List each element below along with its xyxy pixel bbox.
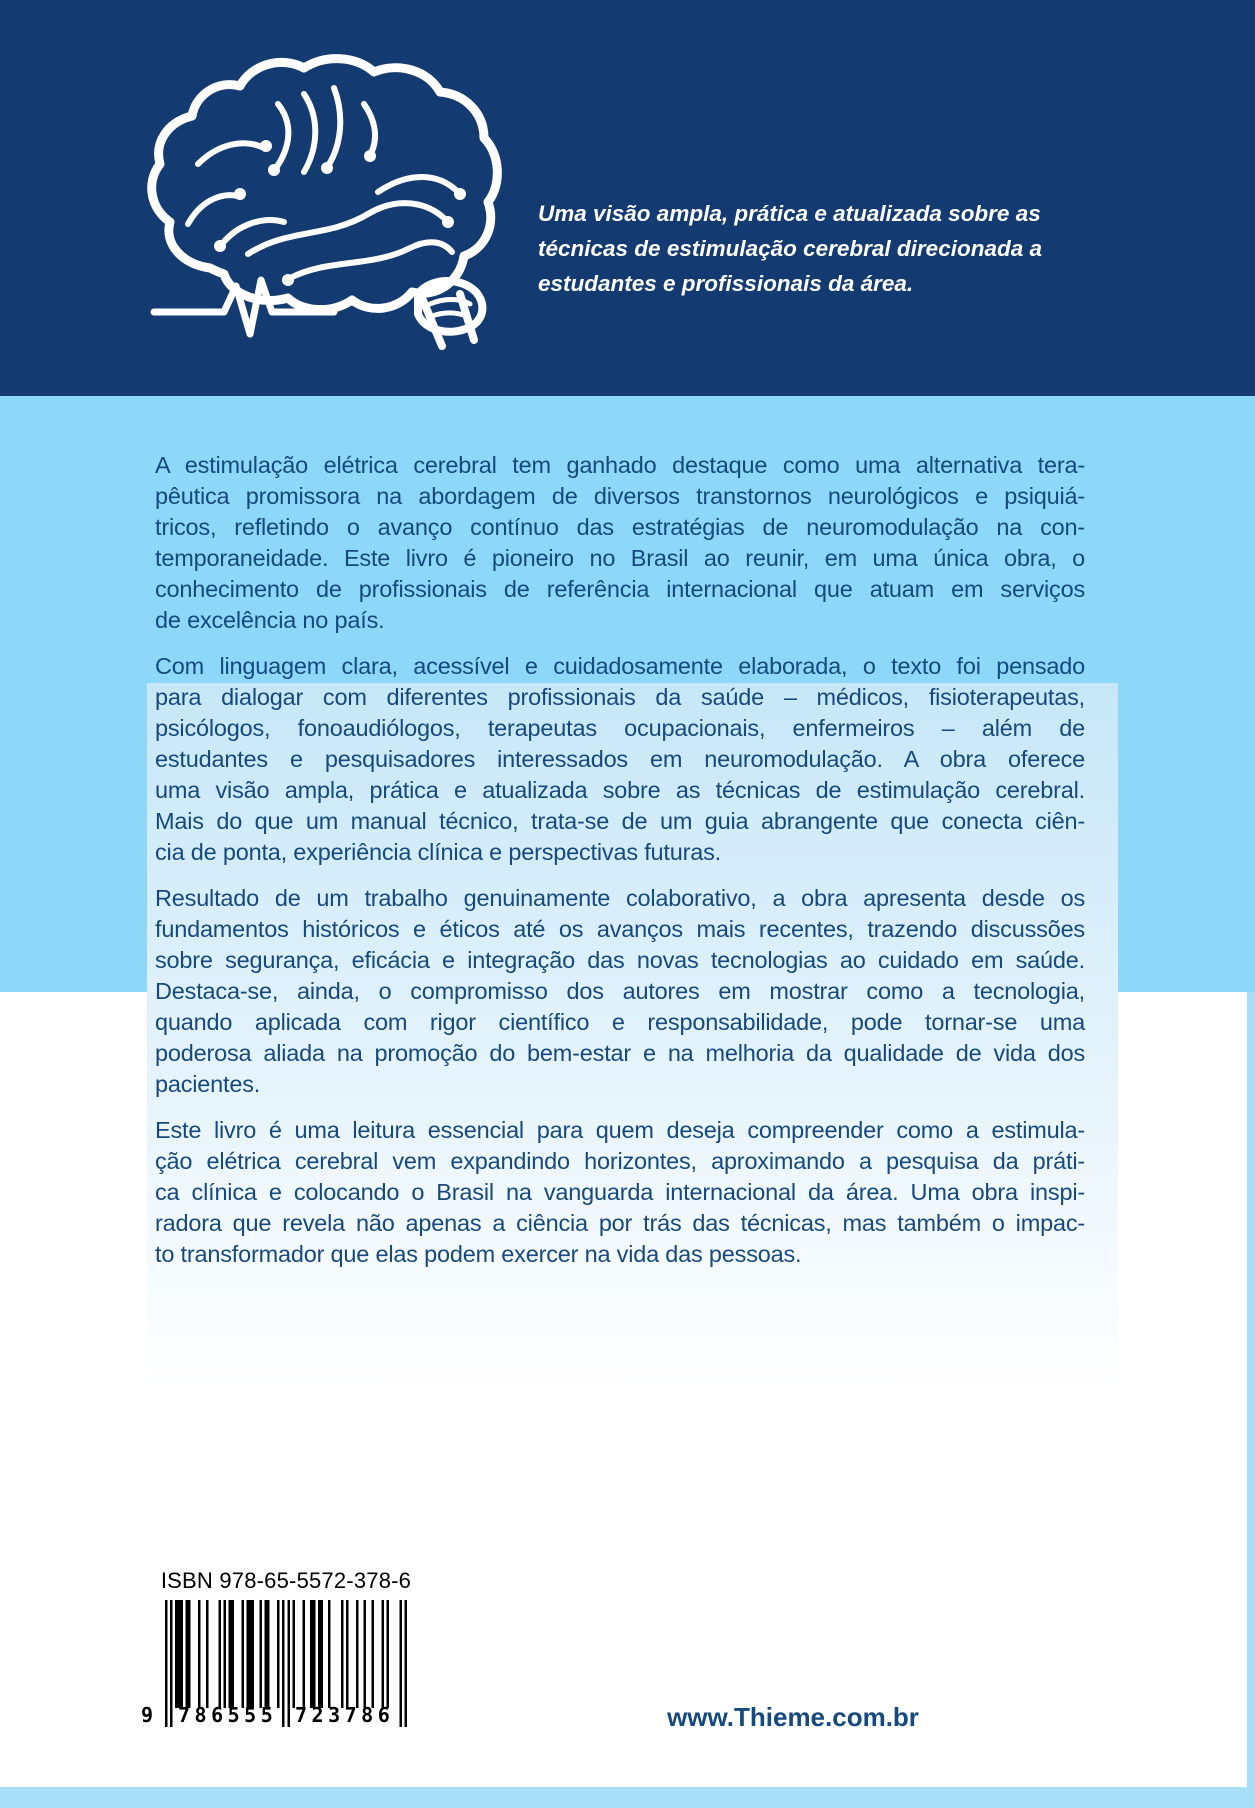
publisher-website: www.Thieme.com.br [667, 1702, 919, 1732]
paragraph-line: A estimulação elétrica cerebral tem ganhado destaque como uma alternativa tera- [155, 452, 1085, 478]
paragraph-line: to transformador que elas podem exercer na vida das pessoas. [155, 1241, 802, 1267]
paragraph-line: quando aplicada com rigor científico e responsabilidade, pode tornar-se uma [155, 1009, 1085, 1035]
paragraph [155, 651, 1085, 868]
tagline-line: técnicas de estimulação cerebral direcionada a [538, 236, 1042, 261]
paragraph-line: para dialogar com diferentes profissionais da saúde – médicos, fisioterapeutas, [155, 684, 1085, 710]
paragraph [155, 883, 1085, 1100]
paragraph [155, 1115, 1085, 1270]
brain-ecg-icon [126, 42, 506, 354]
paragraph-line: Destaca-se, ainda, o compromisso dos autores em mostrar como a tecnologia, [155, 978, 1085, 1004]
paragraph-line: tricos, refletindo o avanço contínuo das estratégias de neuromodulação na con- [155, 514, 1085, 540]
paragraph-line: cia de ponta, experiência clínica e perspectivas futuras. [155, 839, 721, 865]
paragraph-line: ca clínica e colocando o Brasil na vanguarda internacional da área. Uma obra inspi- [155, 1179, 1085, 1205]
synopsis [155, 450, 1085, 1285]
barcode-digit-group: 9 [141, 1703, 154, 1727]
paragraph-line: conhecimento de profissionais de referência internacional que atuam em serviços [155, 576, 1085, 602]
paragraph-line: psicólogos, fonoaudiólogos, terapeutas ocupacionais, enfermeiros – além de [155, 715, 1085, 741]
paragraph-line: Este livro é uma leitura essencial para quem deseja compreender como a estimula- [155, 1117, 1085, 1143]
paragraph-line: pêutica promissora na abordagem de diversos transtornos neurológicos e psiquiá- [155, 483, 1085, 509]
paragraph-line: uma visão ampla, prática e atualizada sobre as técnicas de estimulação cerebral. [155, 777, 1085, 803]
right-edge-strip [1247, 992, 1255, 1808]
paragraph-line: ção elétrica cerebral vem expandindo horizontes, aproximando a pesquisa da práti- [155, 1148, 1085, 1174]
bottom-edge-strip [0, 1787, 1255, 1808]
paragraph-line: Mais do que um manual técnico, trata-se de um guia abrangente que conecta ciên- [155, 808, 1085, 834]
paragraph-line: poderosa aliada na promoção do bem-estar e na melhoria da qualidade de vida dos [155, 1040, 1085, 1066]
tagline-line: Uma visão ampla, prática e atualizada sobre as [538, 201, 1041, 226]
barcode-digit-group: 723786 [295, 1703, 395, 1727]
paragraph [155, 450, 1085, 636]
paragraph-line: temporaneidade. Este livro é pioneiro no Brasil ao reunir, em uma única obra, o [155, 545, 1085, 571]
paragraph-line: de excelência no país. [155, 607, 385, 633]
tagline-line: estudantes e profissionais da área. [538, 271, 914, 296]
paragraph-line: estudantes e pesquisadores interessados em neuromodulação. A obra oferece [155, 746, 1085, 772]
tagline [538, 196, 1042, 301]
header-band [0, 0, 1255, 396]
paragraph-line: fundamentos históricos e éticos até os avanços mais recentes, trazendo discussões [155, 916, 1085, 942]
isbn-label: ISBN 978-65-5572-378-6 [160, 1568, 412, 1593]
paragraph-line: Resultado de um trabalho genuinamente colaborativo, a obra apresenta desde os [155, 885, 1085, 911]
paragraph-line: Com linguagem clara, acessível e cuidadosamente elaborada, o texto foi pensado [155, 653, 1085, 679]
paragraph-line: radora que revela não apenas a ciência por trás das técnicas, mas também o impac- [155, 1210, 1085, 1236]
barcode-digit-group: 786555 [178, 1703, 278, 1727]
paragraph-line: sobre segurança, eficácia e integração das novas tecnologias ao cuidado em saúde. [155, 947, 1085, 973]
paragraph-line: pacientes. [155, 1071, 261, 1097]
